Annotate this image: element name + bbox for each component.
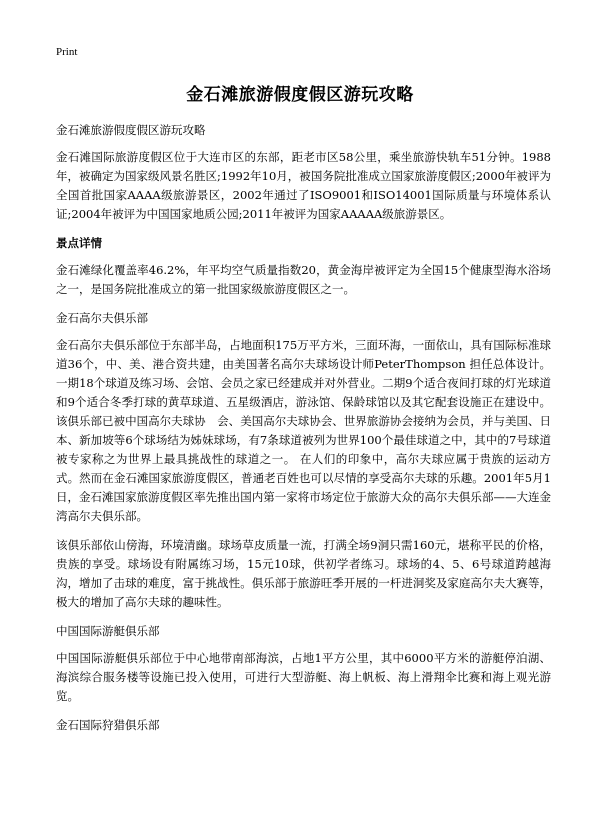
yacht-paragraph: 中国国际游艇俱乐部位于中心地带南部海滨，占地1平方公里，其中6000平方米的游艇停泊湖、海滨综合服务楼等设施已投入使用，可进行大型游艇、海上帆板、海上滑翔伞比赛和海上观光游览。 bbox=[56, 651, 551, 703]
details-paragraph: 金石滩绿化覆盖率46.2%，年平均空气质量指数20，黄金海岸被评定为全国15个健康型海水浴场之一，是国务院批准成立的第一批国家级旅游度假区之一。 bbox=[56, 263, 551, 296]
section-heading-hunting: 金石国际狩猎俱乐部 bbox=[56, 718, 160, 732]
article-subtitle: 金石滩旅游假度假区游玩攻略 bbox=[56, 123, 206, 137]
golf-paragraph-1: 金石高尔夫俱乐部位于东部半岛，占地面积175万平方米，三面环海，一面依山，具有国际标准球道36个，中、美、港合资共建，由美国著名高尔夫球场设计师PeterThompson 担任总体设计。一期18个球道及练习场、会馆、会员之家已经建成并对外营业。二期9个适合夜间打球的灯光球道和9个适合冬季打球的黄草球道、五星级酒店，游泳馆、保龄球馆以及其它配套设施正在建设中。该俱乐部已被中国高尔夫球协 会、美国高尔夫球协会、世界旅游协会接纳为会员，并与美国、日本、新加坡等6个球场结为姊妹球场，有7条球道被列为世界100个最佳球道之中，其中的7号球道被专家称之为世界上最具挑战性的球道之一。 在人们的印象中，高尔夫球应属于贵族的运动方式。然而在金石滩国家旅游度假区，普通老百姓也可以尽情的享受高尔夫球的乐趣。2001年5月1日，金石滩国家旅游度假区率先推出国内第一家将市场定位于旅游大众的高尔夫俱乐部——大连金湾高尔夫俱乐部。 bbox=[56, 338, 551, 523]
section-heading-details: 景点详情 bbox=[56, 236, 102, 250]
intro-paragraph: 金石滩国际旅游度假区位于大连市区的东部，距老市区58公里，乘坐旅游快轨车51分钟。1988年，被确定为国家级风景名胜区;1992年10月，被国务院批准成立国家旅游度假区;2000年被评为全国首批国家AAAA级旅游景区，2002年通过了ISO9001和ISO14001国际质量与环境体系认证;2004年被评为中国国家地质公园;2011年被评为国家AAAAA级旅游景区。 bbox=[56, 150, 551, 221]
article-body bbox=[56, 121, 551, 743]
page-title: 金石滩旅游假度假区游玩攻略 bbox=[186, 85, 414, 105]
section-heading-yacht: 中国国际游艇俱乐部 bbox=[56, 624, 160, 638]
golf-paragraph-2: 该俱乐部依山傍海，环境清幽。球场草皮质量一流，打满全场9洞只需160元，堪称平民的价格，贵族的享受。球场设有附属练习场，15元10球，供初学者练习。球场的4、5、6号球道跨越海沟，增加了击球的难度，富于挑战性。俱乐部于旅游旺季开展的一杆进洞奖及家庭高尔夫大赛等，极大的增加了高尔夫球的趣味性。 bbox=[56, 538, 551, 609]
print-link[interactable]: Print bbox=[56, 46, 78, 58]
section-heading-golf: 金石高尔夫俱乐部 bbox=[56, 311, 148, 325]
